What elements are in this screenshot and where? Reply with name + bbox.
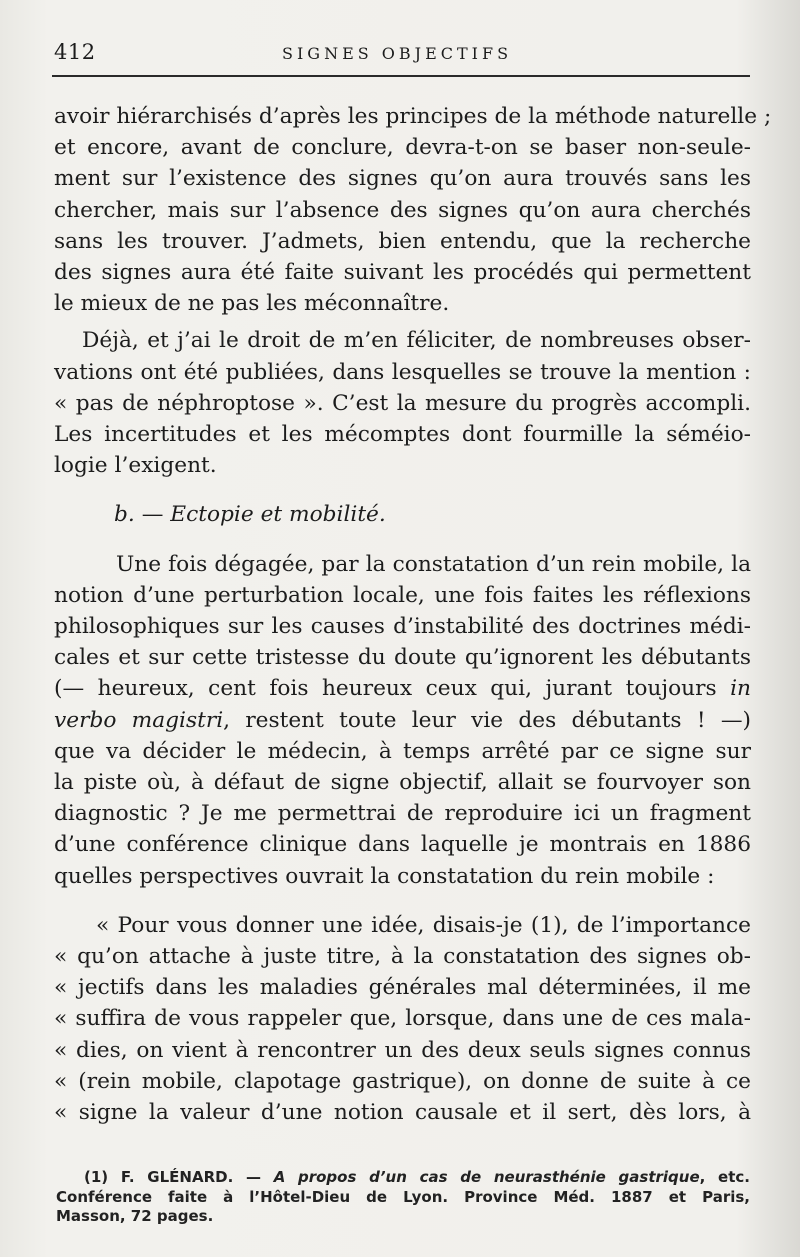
running-title: SIGNES OBJECTIFS [282, 44, 513, 63]
text-line: des signes aura été faite suivant les procédés qui permettent [54, 260, 751, 286]
page-header [52, 38, 748, 78]
text-line: notion d’une perturbation locale, une fois faites les réflexions [54, 582, 751, 608]
text-line: le mieux de ne pas les méconnaître. [54, 291, 450, 317]
text-run: , restent toute leur vie des débutants ! —) [223, 707, 751, 733]
footnote-marker: (1) F. GLÉNARD. — [84, 1168, 261, 1186]
footnote-line: Conférence faite à l’Hôtel-Dieu de Lyon. Province Méd. 1887 et Paris, [56, 1187, 750, 1206]
text-line: quelles perspectives ouvrait la constatation du rein mobile : [54, 863, 715, 889]
text-line: la piste où, à défaut de signe objectif, allait se fourvoyer son [54, 770, 751, 796]
section-title: Ectopie et mobilité. [170, 502, 386, 528]
text-run: (— heureux, cent fois heureux ceux qui, jurant toujours [54, 676, 717, 702]
quote-line: « Pour vous donner une idée, disais-je (1), de l’importance [96, 912, 751, 938]
text-line: sans les trouver. J’admets, bien entendu, que la recherche [54, 228, 751, 254]
text-line: avoir hiérarchisés d’après les principes de la méthode naturelle ; [54, 104, 772, 129]
text-line: philosophiques sur les causes d’instabilité des doctrines médi- [54, 614, 751, 640]
quote-line: « signe la valeur d’une notion causale et il sert, dès lors, à [54, 1100, 751, 1126]
text-line: cales et sur cette tristesse du doute qu’ignorent les débutants [54, 645, 751, 671]
text-line: Une fois dégagée, par la constatation d’un rein mobile, la [116, 551, 751, 577]
text-line: que va décider le médecin, à temps arrêté par ce signe sur [54, 738, 751, 764]
section-dash: — [141, 502, 164, 528]
text-line: d’une conférence clinique dans laquelle je montrais en 1886 [54, 832, 751, 858]
text-line: logie l’exigent. [54, 453, 217, 479]
paragraph-1 [54, 101, 772, 319]
page-number: 412 [54, 40, 96, 64]
section-label: b. [114, 502, 135, 528]
quote-line: « jectifs dans les maladies générales mal déterminées, il me [54, 975, 751, 1001]
text-line: chercher, mais sur l’absence des signes qu’on aura cherchés [54, 197, 751, 223]
footnote-title: A propos d’un cas de neurasthénie gastrique [273, 1168, 700, 1186]
quote-line: « (rein mobile, clapotage gastrique), on donne de suite à ce [54, 1068, 751, 1094]
paragraph-2 [54, 325, 751, 481]
text-line: Déjà, et j’ai le droit de m’en féliciter, de nombreuses obser- [82, 328, 751, 354]
footnote-line [56, 1168, 750, 1188]
text-line: ment sur l’existence des signes qu’on aura trouvés sans les [54, 166, 751, 192]
section-heading [54, 499, 751, 530]
text-line: et encore, avant de conclure, devra-t-on se baser non-seule- [54, 135, 751, 161]
text-line [54, 673, 751, 704]
body-text [54, 101, 772, 1128]
paragraph-3 [54, 549, 751, 892]
italic-run: verbo magistri [54, 707, 224, 733]
quote-line: « dies, on vient à rencontrer un des deux seuls signes connus [54, 1037, 751, 1063]
footnote-title-suffix: , etc. [699, 1168, 750, 1186]
footnote [56, 1168, 750, 1227]
text-line: vations ont été publiées, dans lesquelles se trouve la mention : [54, 359, 751, 385]
quote-line: « suffira de vous rappeler que, lorsque, dans une de ces mala- [54, 1006, 751, 1032]
quote-line: « qu’on attache à juste titre, à la constatation des signes ob- [54, 944, 751, 970]
text-line: Les incertitudes et les mécomptes dont fourmille la séméio- [54, 422, 751, 448]
text-line [54, 705, 751, 736]
quotation [54, 910, 751, 1128]
italic-run: in [730, 676, 751, 702]
text-line: diagnostic ? Je me permettrai de reproduire ici un fragment [54, 801, 751, 827]
footnote-line: Masson, 72 pages. [56, 1207, 214, 1225]
text-line: « pas de néphroptose ». C’est la mesure du progrès accompli. [54, 390, 751, 416]
header-rule [52, 75, 750, 77]
